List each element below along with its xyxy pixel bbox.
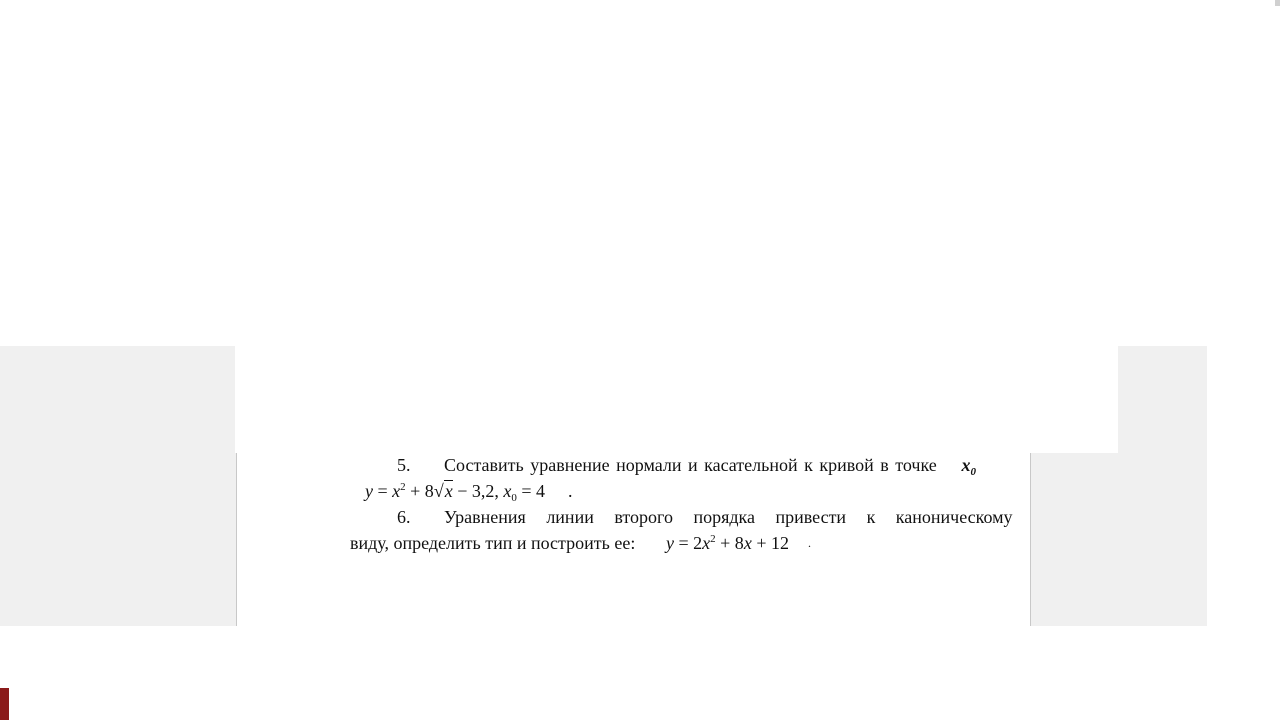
item5-line1 — [350, 452, 974, 478]
item5-period: . — [568, 481, 573, 501]
item6-formula: $y = 2x^2 + 8x + 12$ — [666, 533, 789, 553]
item5-text-wrap — [444, 452, 976, 478]
document-content — [350, 452, 1013, 556]
item6-text-line2: виду, определить тип и построить ее: — [350, 533, 636, 553]
item5-formula-line — [350, 478, 974, 504]
item6-text: Уравнения линии второго порядка привести к каноническому — [444, 507, 1013, 527]
item5-point: $x_0$ — [961, 455, 976, 478]
app-icon[interactable] — [0, 688, 9, 720]
item6-line2 — [350, 530, 974, 556]
page-header-area — [235, 346, 1118, 453]
scrollbar-thumb[interactable] — [1275, 0, 1280, 6]
item6-period: . — [808, 536, 811, 550]
bottom-area — [9, 626, 1280, 720]
item6-number: 6. — [397, 507, 411, 527]
item5-number: 5. — [397, 455, 411, 475]
item6-line1 — [350, 504, 1013, 530]
item5-text: Составить уравнение нормали и касательной к кривой в точке — [444, 455, 937, 475]
item5-formula: $y = x^2 + 8√x - 3,2$, $x_0 = 4$ — [365, 481, 546, 504]
